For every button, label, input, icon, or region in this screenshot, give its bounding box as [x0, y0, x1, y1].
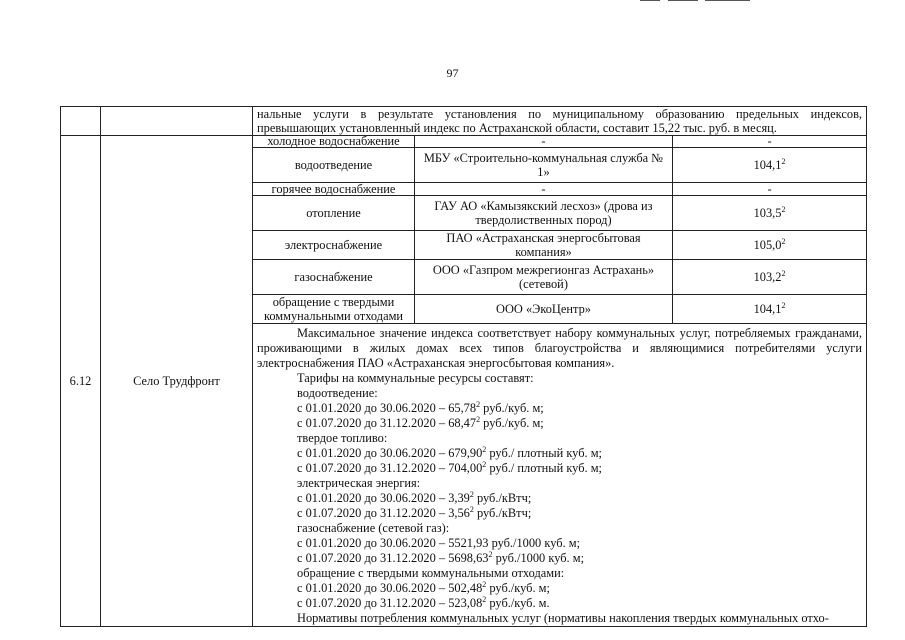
tariff-value: с 01.07.2020 до 31.12.2020 – 3,56 [297, 506, 470, 520]
last-line: Нормативы потребления коммунальных услуг (нормативы накопления твердых коммунальных отхо- [297, 611, 829, 625]
tariff-value: с 01.01.2020 до 30.06.2020 – 679,90 [297, 446, 483, 460]
tariff-value: с 01.07.2020 до 31.12.2020 – 5698,63 [297, 551, 489, 565]
page-number: 97 [446, 66, 459, 80]
service-org: МБУ «Строительно-коммунальная служба № 1» [415, 148, 673, 183]
tariff-line [257, 461, 862, 476]
footnote-mark: 2 [482, 444, 487, 454]
tariff-unit: руб./1000 куб. м; [492, 551, 585, 565]
service-name: отопление [253, 196, 415, 231]
tariff-unit: руб./куб. м; [480, 401, 544, 415]
footnote-mark: 2 [469, 504, 474, 514]
footnote-mark: 2 [476, 414, 481, 424]
tariff-unit: руб./кВтч; [473, 491, 532, 505]
tariff-line [257, 401, 862, 416]
tariff-unit: руб./куб. м; [486, 581, 550, 595]
service-index: 103,2$^2$ [673, 260, 867, 295]
service-index: 103,5$^2$ [673, 196, 867, 231]
tariff-groups [257, 386, 862, 611]
service-name: горячее водоснабжение [253, 183, 415, 196]
tariff-line [257, 416, 862, 431]
service-org: - [415, 183, 673, 196]
index-table [60, 106, 867, 627]
tariff-value: с 01.07.2020 до 31.12.2020 – 704,00 [297, 461, 483, 475]
tariff-value: с 01.01.2020 до 30.06.2020 – 5521,93 руб./1000 куб. м; [297, 536, 581, 550]
tariff-value: с 01.07.2020 до 31.12.2020 – 523,08 [297, 596, 483, 610]
row-number: 6.12 [61, 136, 101, 627]
service-index: 105,0$^2$ [673, 231, 867, 260]
service-org: - [415, 136, 673, 148]
continuation-row [61, 107, 867, 136]
footnote-mark: 2 [482, 579, 487, 589]
tariff-value: с 01.01.2020 до 30.06.2020 – 502,48 [297, 581, 483, 595]
footnote-mark: 2 [469, 489, 474, 499]
settlement-name: Село Трудфронт [101, 136, 253, 627]
footnote-mark: 2 [482, 459, 487, 469]
tariff-line [257, 446, 862, 461]
tariff-unit: руб./куб. м; [480, 416, 544, 430]
tariffs-intro: Тарифы на коммунальные ресурсы составят: [297, 371, 534, 385]
tariff-unit: руб./куб. м. [486, 596, 550, 610]
service-org: ПАО «Астраханская энергосбытовая компания» [415, 231, 673, 260]
tariff-line [257, 596, 862, 611]
service-name: обращение с твердыми коммунальными отходами [253, 295, 415, 324]
description-cell [253, 324, 867, 627]
service-index: - [673, 136, 867, 148]
cell-empty [101, 107, 253, 136]
service-name: водоотведение [253, 148, 415, 183]
tariff-line [257, 551, 862, 566]
scan-mark [640, 0, 660, 1]
tariff-group-title: газоснабжение (сетевой газ): [297, 521, 450, 535]
tariff-unit: руб./ плотный куб. м; [486, 461, 602, 475]
tariff-unit: руб./ плотный куб. м; [486, 446, 602, 460]
service-index: - [673, 183, 867, 196]
tariff-group-title: обращение с твердыми коммунальными отходами: [297, 566, 565, 580]
tariff-line [257, 581, 862, 596]
tariff-group-title: водоотведение: [297, 386, 378, 400]
tariff-line [257, 506, 862, 521]
continuation-text: нальные услуги в результате установления по муниципальному образованию предельных индексов, превышающих установленный индекс по Астраханской области, составит 15,22 тыс. руб. в месяц. [253, 107, 867, 136]
tariff-line [257, 491, 862, 506]
description-paragraph: Максимальное значение индекса соответствует набору коммунальных услуг, потребляемых гражданами, проживающими в жилых домах всех типов благоустройства и являющимися потребителями услуги электроснабжения ПАО «Астраханская энергосбытовая компания». [257, 326, 863, 370]
tariff-group-title: электрическая энергия: [297, 476, 421, 490]
tariff-value: с 01.01.2020 до 30.06.2020 – 3,39 [297, 491, 470, 505]
cell-empty [61, 107, 101, 136]
service-name: газоснабжение [253, 260, 415, 295]
scan-mark [705, 0, 750, 1]
tariff-value: с 01.01.2020 до 30.06.2020 – 65,78 [297, 401, 477, 415]
tariff-group-title: твердое топливо: [297, 431, 388, 445]
tariff-unit: руб./кВтч; [473, 506, 532, 520]
scan-mark [668, 0, 698, 1]
service-index: 104,1$^2$ [673, 148, 867, 183]
footnote-mark: 2 [476, 399, 481, 409]
service-name: электроснабжение [253, 231, 415, 260]
service-index: 104,1$^2$ [673, 295, 867, 324]
service-name: холодное водоснабжение [253, 136, 415, 148]
service-org: ООО «Газпром межрегионгаз Астрахань» (сетевой) [415, 260, 673, 295]
service-org: ГАУ АО «Камызякский лесхоз» (дрова из твердолиственных пород) [415, 196, 673, 231]
footnote-mark: 2 [482, 594, 487, 604]
footnote-mark: 2 [488, 549, 493, 559]
tariff-value: с 01.07.2020 до 31.12.2020 – 68,47 [297, 416, 477, 430]
tariff-line [257, 536, 862, 551]
service-org: ООО «ЭкоЦентр» [415, 295, 673, 324]
service-row [61, 136, 867, 148]
